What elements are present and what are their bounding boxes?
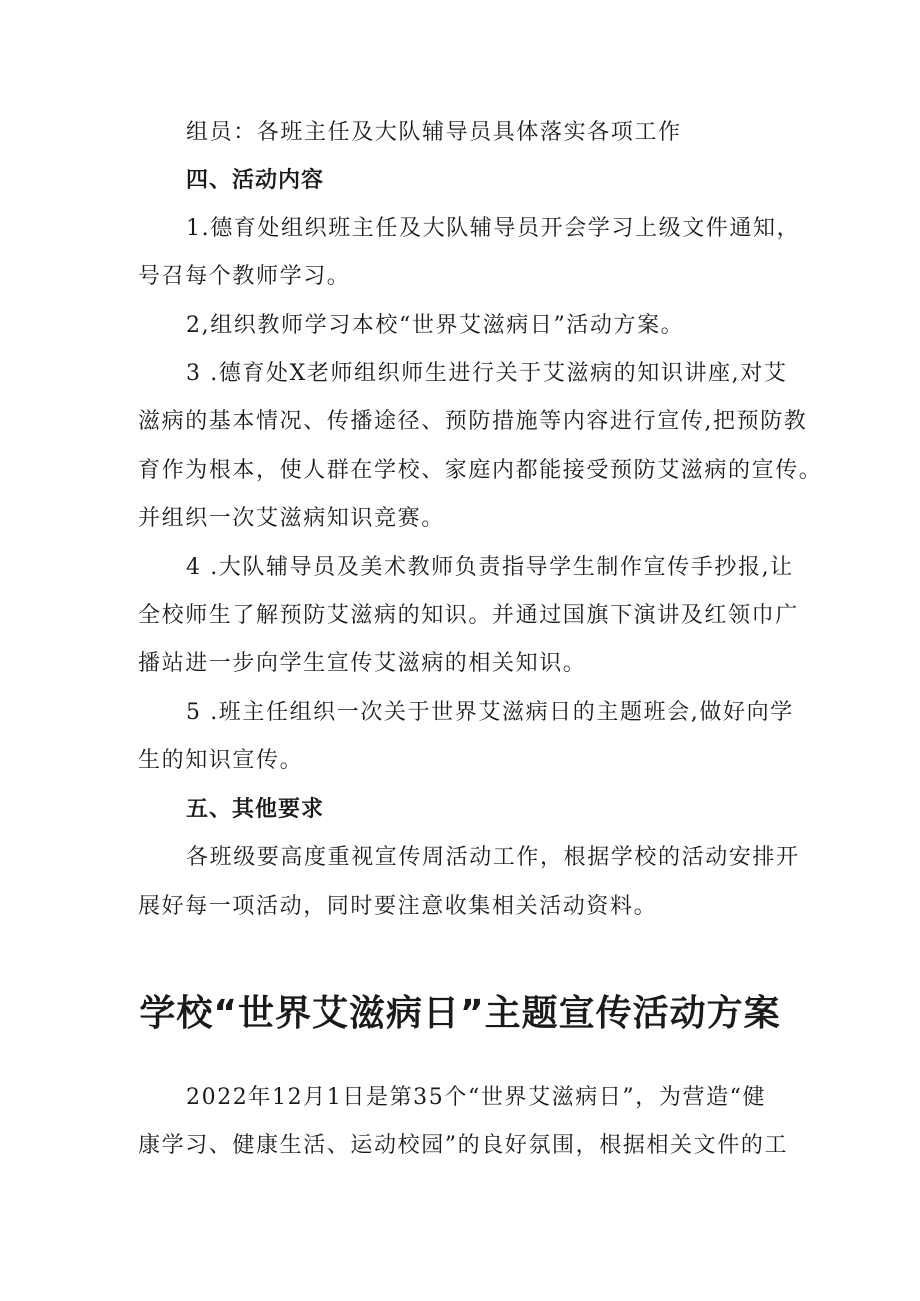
item-4-line-1: 4 .大队辅导员及美术教师负责指导学生制作宣传手抄报,让 — [186, 555, 794, 580]
section-heading-other-requirements: 五、其他要求 — [186, 797, 325, 822]
requirements-line-1: 各班级要高度重视宣传周活动工作，根据学校的活动安排开 — [186, 845, 800, 870]
item-4-line-3: 播站进一步向学生宣传艾滋病的相关知识。 — [138, 651, 587, 676]
item-1-line-2: 号召每个教师学习。 — [138, 264, 351, 289]
item-3-line-4: 并组织一次艾滋病知识竞赛。 — [138, 506, 445, 531]
item-3-line-2: 滋病的基本情况、传播途径、预防措施等内容进行宣传,把预防教 — [138, 409, 808, 434]
item-3-line-3: 育作为根本，使人群在学校、家庭内都能接受预防艾滋病的宣传。 — [138, 458, 823, 483]
item-5-line-1: 5 .班主任组织一次关于世界艾滋病日的主题班会,做好向学 — [186, 700, 794, 725]
item-3-line-1: 3 .德育处X老师组织师生进行关于艾滋病的知识讲座,对艾 — [186, 361, 788, 386]
requirements-line-2: 展好每一项活动，同时要注意收集相关活动资料。 — [138, 894, 658, 919]
item-2-line: 2,组织教师学习本校“世界艾滋病日”活动方案。 — [186, 313, 685, 338]
members-line: 组员：各班主任及大队辅导员具体落实各项工作 — [186, 120, 682, 145]
item-5-line-2: 生的知识宣传。 — [138, 748, 304, 773]
intro-line-2: 康学习、健康生活、运动校园”的良好氛围，根据相关文件的工 — [138, 1133, 789, 1158]
intro-line-1: 2022年12月1日是第35个“世界艾滋病日”，为营造“健 — [186, 1085, 767, 1110]
item-4-line-2: 全校师生了解预防艾滋病的知识。并通过国旗下演讲及红领巾广 — [138, 603, 799, 628]
document-title: 学校“世界艾滋病日”主题宣传活动方案 — [139, 993, 781, 1034]
section-heading-activity-content: 四、活动内容 — [186, 168, 325, 193]
item-1-line-1: 1.德育处组织班主任及大队辅导员开会学习上级文件通知， — [186, 216, 801, 241]
